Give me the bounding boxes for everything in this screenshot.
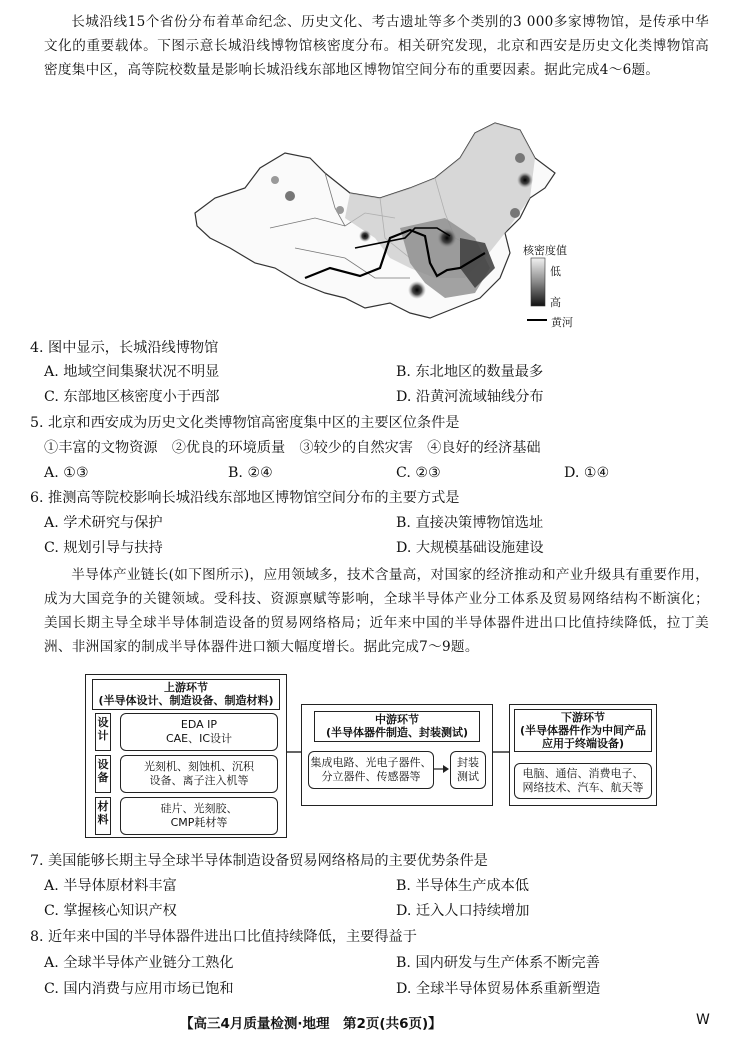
china-map-figure — [175, 118, 585, 328]
q4-option-d[interactable]: D. 沿黄河流域轴线分布 — [396, 389, 544, 405]
question-5-stem: 5. 北京和西安成为历史文化类博物馆高密度集中区的主要区位条件是 — [30, 415, 460, 431]
q7-option-a[interactable]: A. 半导体原材料丰富 — [44, 878, 177, 894]
downstream-box — [509, 704, 657, 806]
upstream-side-design: 设计 — [95, 713, 111, 751]
q6-option-a[interactable]: A. 学术研究与保护 — [44, 515, 163, 531]
q8-option-d[interactable]: D. 全球半导体贸易体系重新塑造 — [396, 981, 601, 997]
q5-option-a[interactable]: A. ①③ — [44, 465, 89, 481]
q5-option-c[interactable]: C. ②③ — [396, 465, 441, 481]
q7-option-d[interactable]: D. 迁入人口持续增加 — [396, 903, 530, 919]
q4-option-a[interactable]: A. 地域空间集聚状况不明显 — [44, 364, 220, 380]
semiconductor-chain-diagram — [85, 670, 657, 840]
arrow-right-icon — [433, 763, 449, 775]
downstream-header: 下游环节 (半导体器件作为中间产品 应用于终端设备) — [514, 709, 652, 752]
q8-option-a[interactable]: A. 全球半导体产业链分工熟化 — [44, 955, 234, 971]
density-legend-bar — [531, 258, 545, 306]
upstream-material-box: 硅片、光刻胶、 CMP耗材等 — [120, 797, 278, 835]
question-7-stem: 7. 美国能够长期主导全球半导体制造设备贸易网络格局的主要优势条件是 — [30, 853, 488, 869]
version-mark: W — [696, 1012, 710, 1028]
q6-option-b[interactable]: B. 直接决策博物馆选址 — [396, 515, 544, 531]
q5-option-b[interactable]: B. ②④ — [228, 465, 273, 481]
legend-river: 黄河 — [551, 316, 573, 329]
question-4-stem: 4. 图中显示，长城沿线博物馆 — [30, 340, 219, 356]
q4-option-c[interactable]: C. 东部地区核密度小于西部 — [44, 389, 220, 405]
page-footer: 【高三4月质量检测·地理 第2页(共6页)】 — [180, 1016, 442, 1032]
question-6-stem: 6. 推测高等院校影响长城沿线东部地区博物馆空间分布的主要方式是 — [30, 490, 460, 506]
downstream-products-box: 电脑、通信、消费电子、 网络技术、汽车、航天等 — [514, 763, 652, 799]
q7-option-b[interactable]: B. 半导体生产成本低 — [396, 878, 529, 894]
legend-title: 核密度值 — [523, 244, 567, 257]
midstream-box — [301, 704, 493, 806]
q5-statements: ①丰富的文物资源 ②优良的环境质量 ③较少的自然灾害 ④良好的经济基础 — [44, 440, 541, 456]
upstream-equipment-box: 光刻机、刻蚀机、沉积 设备、离子注入机等 — [120, 755, 278, 793]
museum-density-map — [175, 118, 585, 328]
upstream-design-box: EDA IP CAE、IC设计 — [120, 713, 278, 751]
q8-option-c[interactable]: C. 国内消费与应用市场已饱和 — [44, 981, 234, 997]
upstream-header: 上游环节 (半导体设计、制造设备、制造材料) — [92, 679, 280, 710]
q8-option-b[interactable]: B. 国内研发与生产体系不断完善 — [396, 955, 600, 971]
midstream-header: 中游环节 (半导体器件制造、封装测试) — [314, 711, 480, 742]
upstream-box — [85, 674, 287, 838]
legend-low: 低 — [550, 265, 561, 278]
intro-paragraph-2: 半导体产业链长(如下图所示)，应用领域多，技术含量高，对国家的经济推动和产业升级具有重要作用，成为大国竞争的关键领域。受科技、资源禀赋等影响，全球半导体产业分工体系及贸易网络结构不断演化；美国长期主导全球半导体制造设备的贸易网络格局；近年来中国的半导体器件进出口比值持续降低，拉丁美洲、非洲国家的制成半导体器件进口额大幅度增长。据此完成7～9题。 — [44, 567, 709, 655]
upstream-side-material: 材料 — [95, 797, 111, 835]
midstream-packaging-box: 封装 测试 — [450, 751, 486, 789]
q7-option-c[interactable]: C. 掌握核心知识产权 — [44, 903, 177, 919]
midstream-devices-box: 集成电路、光电子器件、 分立器件、传感器等 — [308, 751, 434, 789]
legend-high: 高 — [550, 296, 561, 309]
q5-option-d[interactable]: D. ①④ — [564, 465, 610, 481]
intro-paragraph-1: 长城沿线15个省份分布着革命纪念、历史文化、考古遗址等多个类别的3 000多家博物馆，是传承中华文化的重要载体。下图示意长城沿线博物馆核密度分布。相关研究发现，北京和西安是历史文化类博物馆高密度集中区，高等院校数量是影响长城沿线东部地区博物馆空间分布的重要因素。据此完成4～6题。 — [44, 14, 709, 78]
question-8-stem: 8. 近年来中国的半导体器件进出口比值持续降低，主要得益于 — [30, 929, 417, 945]
q4-option-b[interactable]: B. 东北地区的数量最多 — [396, 364, 544, 380]
q6-option-c[interactable]: C. 规划引导与扶持 — [44, 540, 163, 556]
upstream-side-equipment: 设备 — [95, 755, 111, 793]
q6-option-d[interactable]: D. 大规模基础设施建设 — [396, 540, 544, 556]
